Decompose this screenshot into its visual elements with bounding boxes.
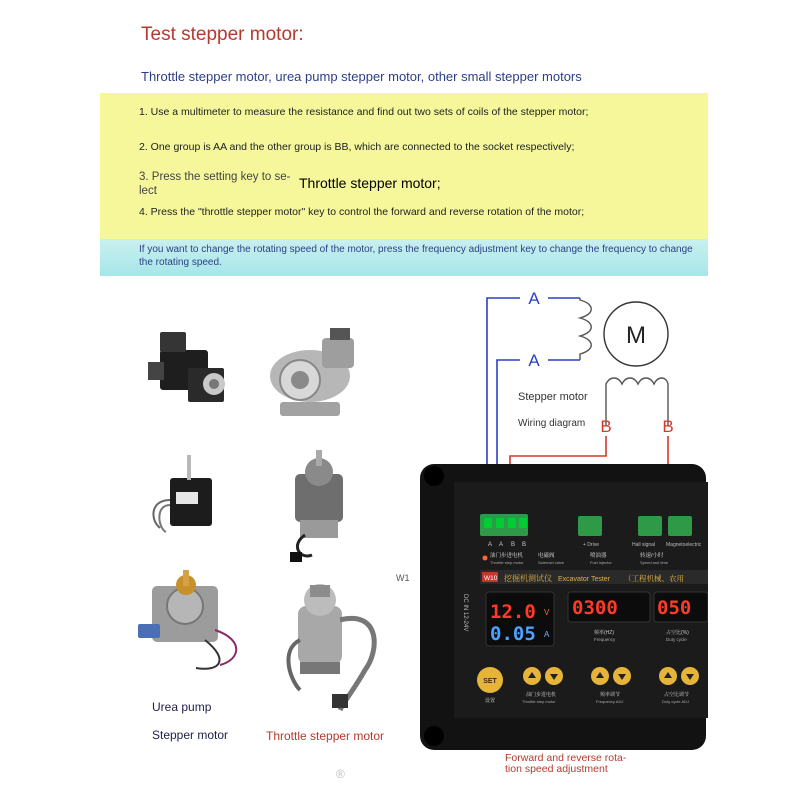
- frequency-readout: 0300: [572, 597, 618, 619]
- btn-duty-cn: 占空比调节: [664, 692, 690, 698]
- magnet-terminal: [668, 516, 692, 536]
- btn-freq-en: Frequency ADJ: [596, 699, 624, 704]
- voltage-unit: V: [544, 608, 550, 617]
- btn-duty-en: Duty cycle ADJ: [662, 699, 689, 704]
- hall-label: Hall signal: [632, 542, 656, 548]
- caption-throttle-stepper: Throttle stepper motor: [266, 729, 385, 743]
- model-label: W10: [484, 575, 498, 582]
- mode-injector-en: Fuel injector: [590, 560, 612, 565]
- mode-injector-cn: 喷油器: [590, 553, 607, 559]
- excavator-tester: [418, 462, 708, 752]
- current-readout: 0.05: [490, 623, 536, 645]
- duty-up-button[interactable]: [659, 667, 677, 685]
- step-4: 4. Press the "throttle stepper motor" key to control the forward and reverse rotation of the motor;: [139, 206, 585, 218]
- pin-label-1: A: [488, 542, 493, 548]
- throttle-down-button[interactable]: [545, 667, 563, 685]
- pin-label-2: A: [499, 542, 504, 548]
- btn-freq-cn: 频率调节: [600, 692, 621, 698]
- speed-note: If you want to change the rotating speed of the motor, press the frequency adjustment key to change the frequency to change the rotating speed.: [139, 244, 693, 268]
- mode-indicator-led: [483, 556, 488, 561]
- actuator-photo: [290, 450, 343, 562]
- mode-speed-cn: 转速/小时: [640, 553, 664, 559]
- step-3-line-1: 3. Press the setting key to se-: [139, 171, 291, 183]
- btn-throttle-cn: 油门步进电机: [526, 692, 557, 698]
- tester-name-en: Excavator Tester: [558, 576, 611, 583]
- stepper-motor-label: Stepper motor: [518, 391, 588, 403]
- tester-name-cn: 挖掘机测试仪: [504, 574, 552, 583]
- step-2: 2. One group is AA and the other group is BB, which are connected to the socket respectively;: [139, 141, 575, 153]
- voltage-readout: 12.0: [490, 601, 536, 623]
- coil-label-a2: A: [528, 351, 540, 370]
- w1-label: W1: [396, 573, 410, 583]
- set-label-cn: 设置: [485, 698, 496, 704]
- frequency-down-button[interactable]: [613, 667, 631, 685]
- duty-label-cn: 占空比(%): [666, 630, 689, 636]
- terminal-block-aabb: [480, 514, 528, 536]
- step-3-line-2: lect: [139, 185, 157, 197]
- btn-throttle-en: Throttle step motor: [522, 699, 556, 704]
- mode-solenoid-en: Solenoid valve: [538, 560, 565, 565]
- frequency-label-en: Frequency: [594, 637, 616, 642]
- duty-label-en: Duty cycle: [666, 637, 687, 642]
- coil-label-b2: B: [662, 417, 674, 436]
- power-input-label: DC IN 12-24V: [462, 594, 468, 632]
- hall-terminal: [638, 516, 662, 536]
- wiring-diagram-label: Wiring diagram: [518, 418, 586, 429]
- set-button[interactable]: [477, 667, 503, 693]
- mode-throttle-cn: 油门步进电机: [490, 553, 524, 559]
- caption-urea-pump: Urea pump: [152, 700, 212, 714]
- tester-name-cn2: （工程机械、农用: [624, 574, 684, 583]
- stepper-photo-1: [148, 332, 225, 402]
- step-3-emphasis: Throttle stepper motor;: [299, 175, 441, 191]
- pin-label-3: B: [511, 542, 516, 548]
- throttle-stepper-photo: [288, 584, 374, 710]
- step-1: 1. Use a multimeter to measure the resistance and find out two sets of coils of the stepper motor;: [139, 106, 589, 118]
- coil-label-a1: A: [528, 289, 540, 308]
- frequency-label-cn: 频率(HZ): [594, 630, 614, 636]
- duty-down-button[interactable]: [681, 667, 699, 685]
- drive-terminal: [578, 516, 602, 536]
- magnet-label: Magnetoelectric: [666, 542, 702, 548]
- forward-reverse-caption-1: Forward and reverse rota-: [505, 752, 627, 764]
- set-button-label: SET: [483, 678, 497, 685]
- coil-label-b1: B: [600, 417, 612, 436]
- page-title: Test stepper motor:: [141, 24, 304, 45]
- drive-label: + Drive: [583, 542, 599, 548]
- page-subtitle: Throttle stepper motor, urea pump stepper motor, other small stepper motors: [141, 69, 582, 84]
- registered-icon: ®: [336, 767, 345, 781]
- caption-stepper-motor: Stepper motor: [152, 728, 229, 742]
- stepper-photo-2: [153, 455, 212, 532]
- throttle-body-photo-1: [270, 328, 354, 416]
- urea-pump-motor-photo: [138, 570, 236, 669]
- frequency-up-button[interactable]: [591, 667, 609, 685]
- mode-speed-en: Speed and time: [640, 560, 669, 565]
- current-unit: A: [544, 630, 550, 639]
- forward-reverse-caption-2: tion speed adjustment: [505, 763, 608, 775]
- mode-solenoid-cn: 电磁阀: [538, 553, 555, 559]
- mode-throttle-en: Throttle step motor: [490, 560, 524, 565]
- motor-symbol: M: [626, 322, 646, 349]
- throttle-up-button[interactable]: [523, 667, 541, 685]
- pin-label-4: B: [522, 542, 527, 548]
- duty-readout: 050: [657, 597, 692, 619]
